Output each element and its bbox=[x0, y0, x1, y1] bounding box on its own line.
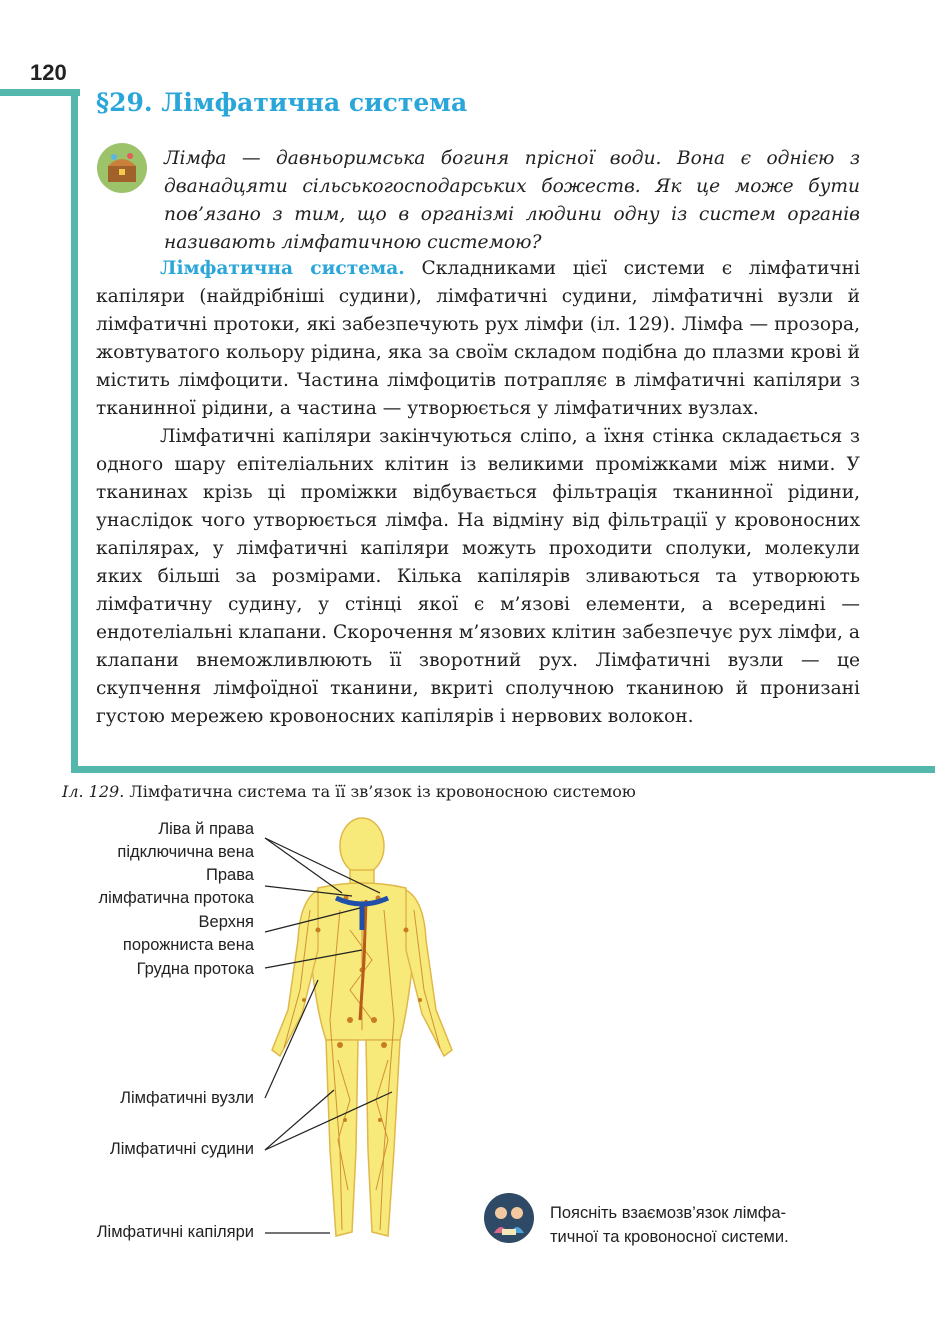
label-subclavian-line2: підключична вена bbox=[117, 843, 254, 861]
label-lymph-capillaries: Лімфатичні капіляри bbox=[96, 1223, 254, 1241]
label-vena-cava-line2: порожниста вена bbox=[122, 936, 254, 954]
task-text bbox=[550, 1201, 850, 1249]
frame-left-line bbox=[71, 89, 78, 772]
frame-top-line bbox=[0, 89, 80, 96]
label-lymph-vessels: Лімфатичні судини bbox=[109, 1140, 254, 1158]
label-right-duct-line2: лімфатична протока bbox=[98, 889, 254, 907]
paragraph-1-text: Складниками цієї системи є лімфатичні капіляри (найдрібніші судини), лімфатичні судини, лімфатичні вузли й лімфатичні протоки, які забезпечують рух лімфи (іл. 129). Лімфа — прозора, жовтуватого кольору рідина, яка за своїм складом подібна до плазми крові й містить лімфоцити. Частина лімфоцитів потрапляє в лімфатичні капіляри з тканинної рідини, а частина — утворюється у лімфатичних вузлах. bbox=[96, 258, 861, 419]
main-text bbox=[96, 255, 860, 731]
paragraph-1 bbox=[96, 255, 860, 423]
paragraph-2: Лімфатичні капіляри закінчуються сліпо, а їхня стінка складається з одного шару епітеліальних клітин із великими проміжками між ними. У тканинах крізь ці проміжки відбувається фільтрація тканинної рідини, унаслідок чого утворюється лімфа. На відміну від фільтрації у кровоносних капілярах, у лімфатичні капіляри можуть проходити сполуки, молекули яких більші за розмірами. Кілька капілярів зливаються та утворюють лімфатичну судину, у стінці якої є м’язові елементи, а всередині — ендотеліальні клапани. Скорочення м’язових клітин забезпечує рух лімфи, а клапани внеможливлюють її зворотний рух. Лімфатичні вузли — це скупчення лімфоїдної тканини, вкриті сполучною тканиною й пронизані густою мережею кровоносних капілярів і нервових волокон. bbox=[96, 426, 860, 727]
label-right-duct-line1: Права bbox=[206, 866, 254, 884]
page-number: 120 bbox=[30, 60, 67, 85]
task-line2: тичної та кровоносної системи. bbox=[550, 1228, 789, 1246]
task-line1: Поясніть взаємозв’язок лімфа- bbox=[550, 1204, 786, 1222]
frame-bottom-line bbox=[71, 766, 935, 773]
students-icon bbox=[484, 1193, 534, 1243]
figure-caption bbox=[62, 782, 636, 801]
label-subclavian-line1: Ліва й права bbox=[158, 820, 254, 838]
intro-question: Лімфа — давньоримська богиня прісної води. Вона є однією з дванадцяти сільськогосподарських божеств. Як це може бути пов’язано з тим, що в організмі людини одну із систем органів називають лімфатичною системою? bbox=[164, 148, 860, 253]
caption-number: Іл. 129. bbox=[62, 782, 125, 801]
treasure-chest-icon bbox=[96, 142, 148, 194]
lymphatic-system-illustration bbox=[0, 800, 935, 1260]
label-lymph-nodes: Лімфатичні вузли bbox=[120, 1089, 254, 1107]
label-thoracic-duct: Грудна протока bbox=[136, 960, 254, 978]
caption-text: Лімфатична система та її зв’язок із кровоносною системою bbox=[124, 782, 636, 801]
label-vena-cava-line1: Верхня bbox=[198, 913, 254, 931]
section-title: §29. Лімфатична система bbox=[96, 88, 468, 117]
paragraph-lead: Лімфатична система. bbox=[160, 258, 405, 279]
